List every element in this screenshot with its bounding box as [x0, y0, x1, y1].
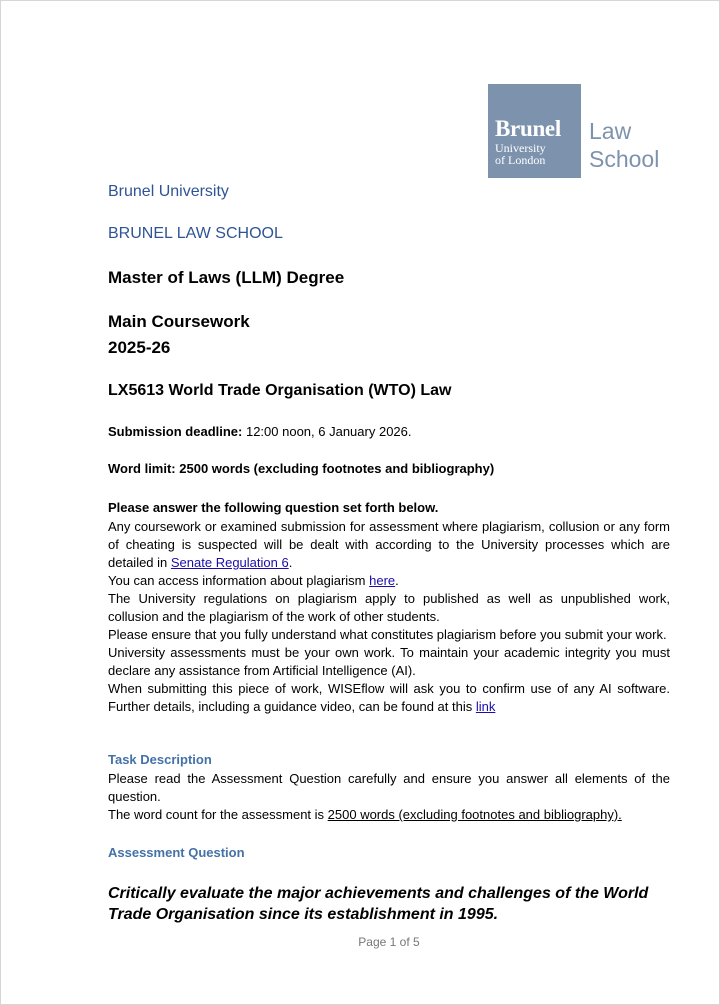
task-word-count: 2500 words (excluding footnotes and bibliography). — [327, 807, 622, 822]
logo-brand: Brunel — [495, 116, 561, 141]
coursework-title: Main Coursework — [108, 312, 250, 331]
plagiarism-info-link[interactable]: here — [369, 573, 396, 588]
task-description-heading: Task Description — [108, 752, 212, 767]
logo-sub-line1: University — [495, 141, 546, 155]
instructions-p2: You can access information about plagiarism here. — [108, 573, 399, 588]
instructions-heading: Please answer the following question set forth below. — [108, 500, 439, 515]
instructions-p4: Please ensure that you fully understand what constitutes plagiarism before you submit your work. — [108, 627, 667, 642]
degree-title: Master of Laws (LLM) Degree — [108, 268, 345, 287]
submission-deadline — [108, 423, 670, 441]
logo-text — [589, 84, 659, 178]
senate-regulation-link[interactable]: Senate Regulation 6 — [170, 555, 289, 570]
school-name: BRUNEL LAW SCHOOL — [108, 225, 283, 242]
brunel-law-school-logo — [488, 84, 659, 178]
task-p1: Please read the Assessment Question carefully and ensure you answer all elements of the question. — [108, 771, 670, 804]
university-name: Brunel University — [108, 183, 229, 200]
instructions-p5: University assessments must be your own work. To maintain your academic integrity you must declare any assistance from Artificial Intelligence (AI). — [108, 645, 670, 678]
academic-year: 2025-26 — [108, 338, 171, 357]
task-description-body — [108, 770, 670, 824]
instructions-p6: When submitting this piece of work, WISEflow will ask you to confirm use of any AI software. Further details, including a guidance video, can be found at this link — [108, 681, 670, 714]
instructions-p1: Any coursework or examined submission for assessment where plagiarism, collusion or any form of cheating is suspected will be dealt with according to the University processes which are detailed in Senate Regulation 6. — [108, 519, 670, 570]
deadline-label: Submission deadline: — [108, 424, 243, 439]
logo-sub-line2: of London — [495, 153, 546, 167]
assessment-question: Critically evaluate the major achievements and challenges of the World Trade Organisation since its establishment in 1995. — [108, 885, 649, 923]
logo-text-line2: School — [589, 146, 660, 172]
deadline-value: 12:00 noon, 6 January 2026. — [242, 424, 412, 439]
instructions-p3: The University regulations on plagiarism apply to published as well as unpublished work, collusion and the plagiarism of the work of other students. — [108, 591, 670, 624]
module-title: LX5613 World Trade Organisation (WTO) Law — [108, 382, 452, 399]
guidance-link[interactable]: link — [475, 699, 496, 714]
assessment-question-heading: Assessment Question — [108, 845, 245, 860]
logo-box — [488, 84, 581, 178]
word-limit: Word limit: 2500 words (excluding footnotes and bibliography) — [108, 461, 495, 476]
task-p2: The word count for the assessment is 2500 words (excluding footnotes and bibliography). — [108, 807, 622, 822]
instructions-body — [108, 518, 670, 716]
page-number: Page 1 of 5 — [358, 935, 420, 949]
logo-text-line1: Law — [589, 118, 632, 144]
